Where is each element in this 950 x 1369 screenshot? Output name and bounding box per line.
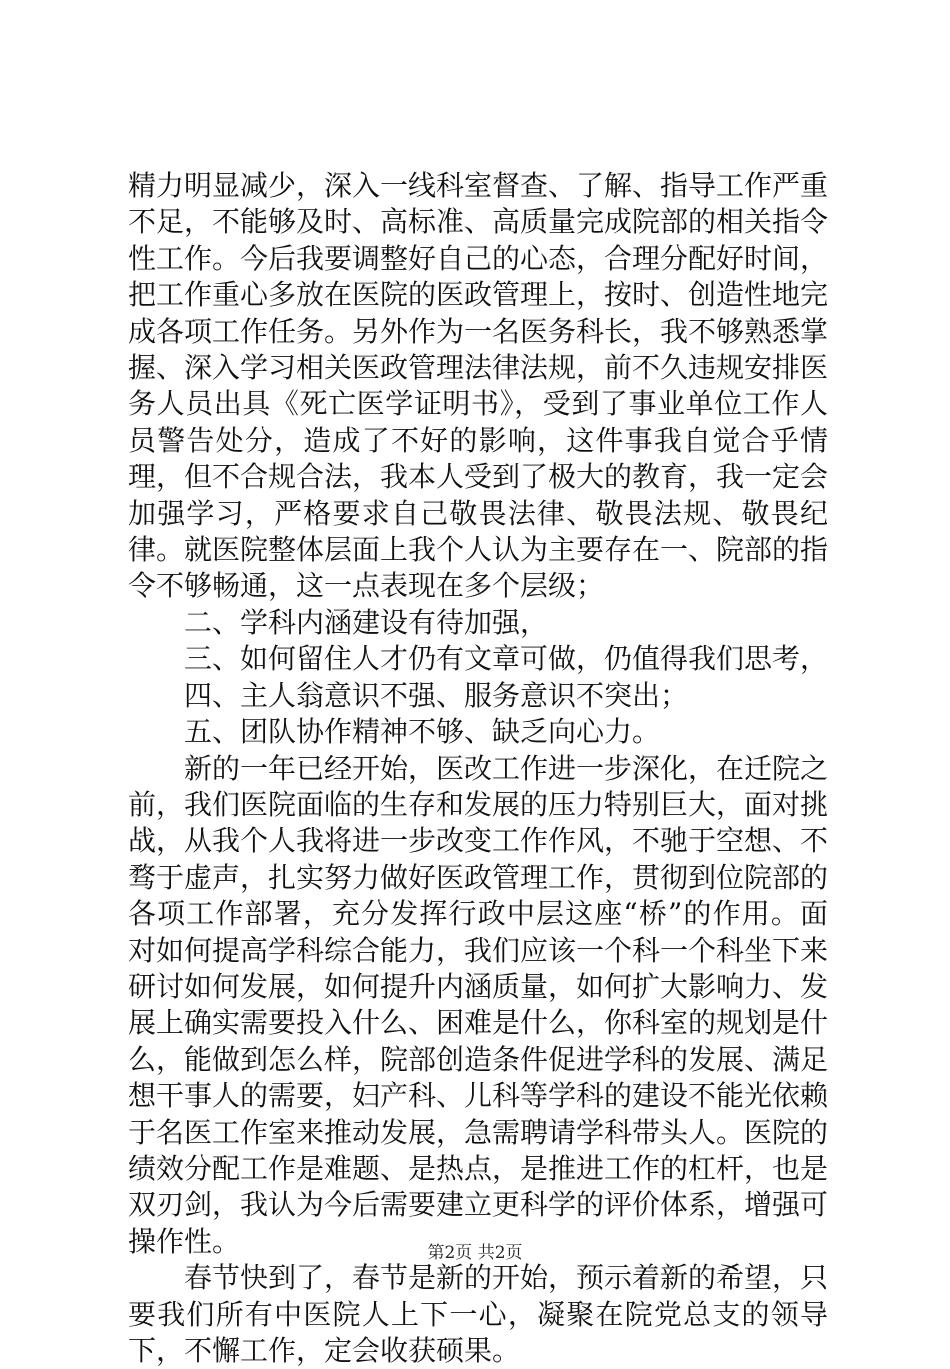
paragraph-item-2: 二、学科内涵建设有待加强， [184,605,549,639]
paragraph-new-year: 新的一年已经开始，医改工作进一步深化，在迁院之前，我们医院面临的生存和发展的压力特别巨大，面对挑战，从我个人我将进一步改变工作作风，不驰于空想、不骛于虚声，扎实努力做好医政管理工作，贯彻到位院部的各项工作部署，充分发挥行政中层这座“桥”的作用。面对如何提高学科综合能力，我们应该一个科一个科坐下来研讨如何发展，如何提升内涵质量，如何扩大影响力、发展上确实需要投入什么、困难是什么，你科室的规划是什么，能做到怎么样，院部创造条件促进学科的发展、满足想干事人的需要，妇产科、儿科等学科的建设不能光依赖于名医工作室来推动发展，急需聘请学科带头人。医院的绩效分配工作是难题、是热点，是推进工作的杠杆，也是双刃剑，我认为今后需要建立更科学的评价体系，增强可操作性。 [128,751,829,1258]
paragraph-spring-festival: 春节快到了，春节是新的开始，预示着新的希望，只要我们所有中医院人上下一心，凝聚在院党总支的领导下，不懈工作，定会收获硕果。 [128,1261,829,1367]
paragraph-item-3: 三、如何留住人才仍有文章可做，仍值得我们思考， [184,642,829,676]
paragraph-item-4: 四、主人翁意识不强、服务意识不突出； [184,678,689,712]
paragraph-item-5: 五、团队协作精神不够、缺乏向心力。 [184,715,661,749]
paragraph-continuation: 精力明显减少，深入一线科室督查、了解、指导工作严重不足，不能够及时、高标准、高质量完成院部的相关指令性工作。今后我要调整好自己的心态，合理分配好时间，把工作重心多放在医院的医政管理上，按时、创造性地完成各项工作任务。另外作为一名医务科长，我不够熟悉掌握、深入学习相关医政管理法律法规，前不久违规安排医务人员出具《死亡医学证明书》，受到了事业单位工作人员警告处分，造成了不好的影响，这件事我自觉合乎情理，但不合规合法，我本人受到了极大的教育，我一定会加强学习，严格要求自己敬畏法律、敬畏法规、敬畏纪律。就医院整体层面上我个人认为主要存在一、院部的指令不够畅通，这一点表现在多个层级； [128,169,829,603]
body-text [128,168,828,1369]
page-number-footer: 第2页 共2页 [427,1243,523,1263]
